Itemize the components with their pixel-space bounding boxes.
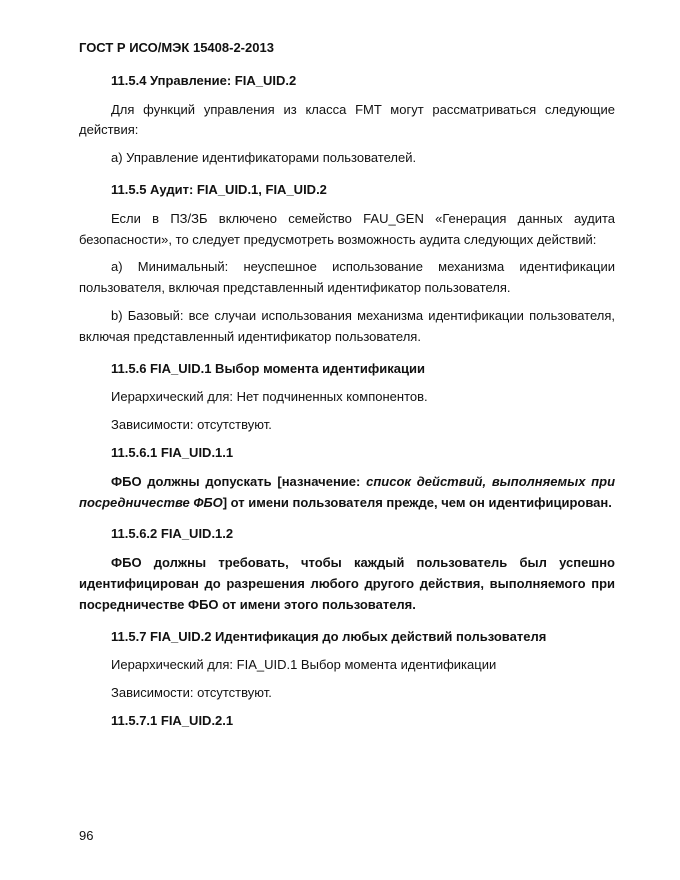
requirement-uid-1-1 bbox=[79, 472, 615, 514]
list-item-audit-basic: b) Базовый: все случаи использования механизма идентификации пользователя, включая представленный идентификатор пользователя. bbox=[79, 307, 615, 344]
section-heading-11-5-7: 11.5.7 FIA_UID.2 Идентификация до любых действий пользователя bbox=[111, 628, 547, 644]
paragraph-hierarchy-uid1: Иерархический для: Нет подчиненных компонентов. bbox=[111, 389, 428, 405]
subsection-heading-11-5-6-1: 11.5.6.1 FIA_UID.1.1 bbox=[111, 444, 234, 460]
requirement-uid-1-2: ФБО должны требовать, чтобы каждый пользователь был успешно идентифицирован до разрешения любого другого действия, выполняемого при посредничестве ФБО от имени этого пользователя. bbox=[79, 555, 615, 612]
requirement-uid-1-1-part-b: ] от имени пользователя прежде, чем он идентифицирован. bbox=[222, 494, 612, 510]
requirement-uid-1-1-assignment: список действий, выполняемых при посредничестве ФБО bbox=[79, 473, 616, 510]
paragraph-audit-intro: Если в ПЗ/ЗБ включено семейство FAU_GEN «Генерация данных аудита безопасности», то следует предусмотреть возможность аудита следующих действий: bbox=[79, 210, 615, 247]
document-page bbox=[79, 38, 615, 740]
requirement-uid-1-1-part-a: ФБО должны допускать [назначение: bbox=[111, 473, 367, 489]
list-item-audit-minimal: a) Минимальный: неуспешное использование механизма идентификации пользователя, включая представленный идентификатор пользователя. bbox=[79, 259, 615, 296]
paragraph-hierarchy-uid2: Иерархический для: FIA_UID.1 Выбор момента идентификации bbox=[111, 657, 497, 673]
paragraph-dependencies-uid2: Зависимости: отсутствуют. bbox=[111, 685, 272, 701]
list-item-management-a: a) Управление идентификаторами пользователей. bbox=[111, 150, 417, 166]
subsection-heading-11-5-6-2: 11.5.6.2 FIA_UID.1.2 bbox=[111, 526, 234, 542]
paragraph-management-intro: Для функций управления из класса FMT могут рассматриваться следующие действия: bbox=[79, 101, 615, 138]
document-standard-id: ГОСТ Р ИСО/МЭК 15408-2-2013 bbox=[79, 40, 274, 55]
paragraph-dependencies-uid1: Зависимости: отсутствуют. bbox=[111, 417, 272, 433]
section-heading-11-5-4: 11.5.4 Управление: FIA_UID.2 bbox=[111, 72, 297, 88]
subsection-heading-11-5-7-1: 11.5.7.1 FIA_UID.2.1 bbox=[111, 712, 234, 728]
section-heading-11-5-6: 11.5.6 FIA_UID.1 Выбор момента идентификации bbox=[111, 360, 425, 376]
page-number: 96 bbox=[79, 828, 94, 843]
section-heading-11-5-5: 11.5.5 Аудит: FIA_UID.1, FIA_UID.2 bbox=[111, 181, 327, 197]
